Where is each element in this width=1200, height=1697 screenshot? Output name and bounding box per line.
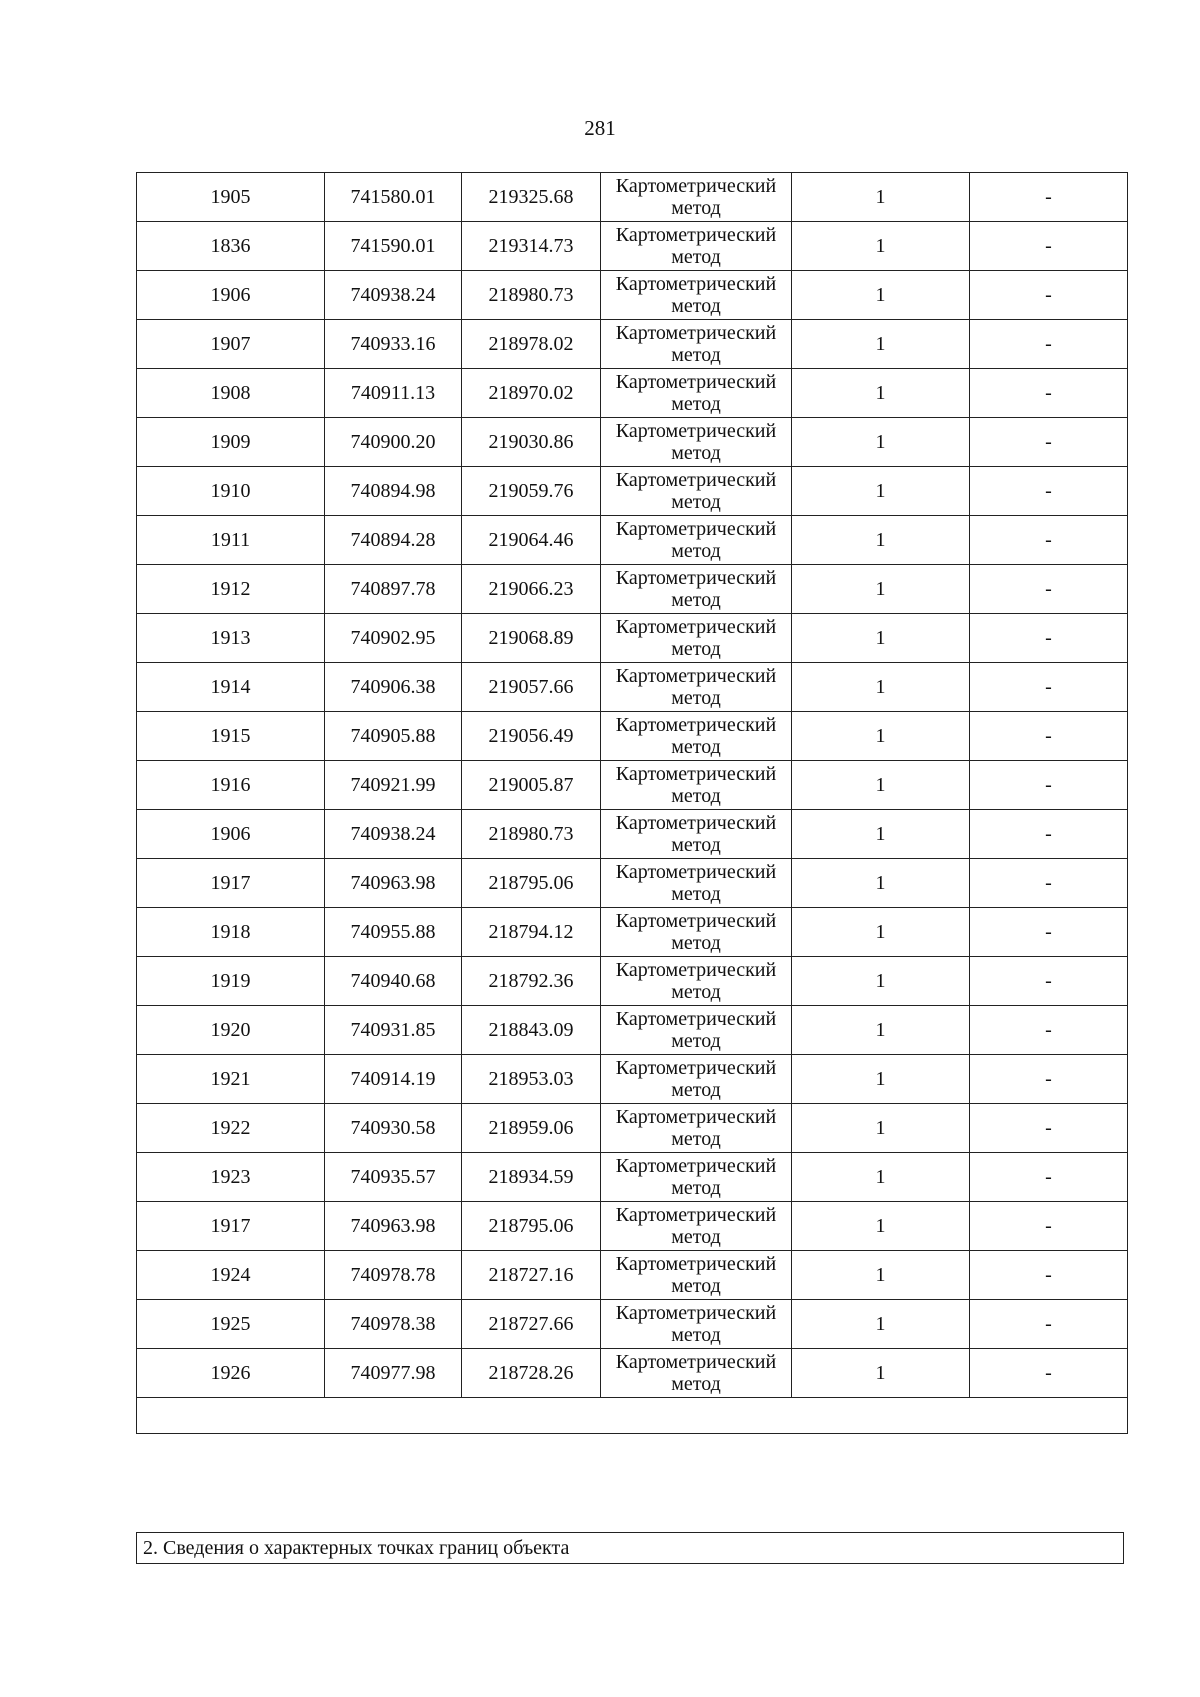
method-cell [601, 1300, 792, 1349]
y-coordinate-cell: 218728.26 [462, 1349, 601, 1398]
y-coordinate-cell: 218978.02 [462, 320, 601, 369]
y-coordinate-cell: 218980.73 [462, 810, 601, 859]
accuracy-cell: 1 [792, 1055, 970, 1104]
method-cell [601, 467, 792, 516]
note-cell: - [970, 1300, 1128, 1349]
point-number-cell: 1910 [137, 467, 325, 516]
note-cell: - [970, 1006, 1128, 1055]
method-line-1: Картометрический [615, 910, 777, 932]
note-cell: - [970, 418, 1128, 467]
point-number-cell: 1906 [137, 810, 325, 859]
method-line-1: Картометрический [615, 1302, 777, 1324]
method-cell [601, 614, 792, 663]
coordinates-table [136, 172, 1128, 1434]
empty-table-row [137, 1398, 1128, 1434]
x-coordinate-cell: 740905.88 [325, 712, 462, 761]
method-line-1: Картометрический [615, 1008, 777, 1030]
accuracy-cell: 1 [792, 1251, 970, 1300]
point-number-cell: 1907 [137, 320, 325, 369]
method-cell [601, 565, 792, 614]
x-coordinate-cell: 740897.78 [325, 565, 462, 614]
table-row [137, 320, 1128, 369]
accuracy-cell: 1 [792, 761, 970, 810]
method-line-2: метод [671, 1275, 721, 1297]
method-cell [601, 1006, 792, 1055]
point-number-cell: 1925 [137, 1300, 325, 1349]
y-coordinate-cell: 219066.23 [462, 565, 601, 614]
point-number-cell: 1905 [137, 173, 325, 222]
accuracy-cell: 1 [792, 320, 970, 369]
y-coordinate-cell: 219056.49 [462, 712, 601, 761]
note-cell: - [970, 1251, 1128, 1300]
note-cell: - [970, 614, 1128, 663]
y-coordinate-cell: 219064.46 [462, 516, 601, 565]
y-coordinate-cell: 218980.73 [462, 271, 601, 320]
method-line-1: Картометрический [615, 959, 777, 981]
y-coordinate-cell: 218727.16 [462, 1251, 601, 1300]
accuracy-cell: 1 [792, 1300, 970, 1349]
x-coordinate-cell: 740911.13 [325, 369, 462, 418]
x-coordinate-cell: 740978.38 [325, 1300, 462, 1349]
table-row [137, 467, 1128, 516]
table-row [137, 1104, 1128, 1153]
method-line-1: Картометрический [615, 567, 777, 589]
note-cell: - [970, 1202, 1128, 1251]
method-line-2: метод [671, 1079, 721, 1101]
accuracy-cell: 1 [792, 859, 970, 908]
table-row [137, 908, 1128, 957]
y-coordinate-cell: 219068.89 [462, 614, 601, 663]
accuracy-cell: 1 [792, 1202, 970, 1251]
accuracy-cell: 1 [792, 957, 970, 1006]
method-cell [601, 271, 792, 320]
note-cell: - [970, 957, 1128, 1006]
x-coordinate-cell: 740894.98 [325, 467, 462, 516]
point-number-cell: 1913 [137, 614, 325, 663]
method-cell [601, 418, 792, 467]
method-cell [601, 663, 792, 712]
accuracy-cell: 1 [792, 1349, 970, 1398]
note-cell: - [970, 1349, 1128, 1398]
method-line-2: метод [671, 932, 721, 954]
table-row [137, 1251, 1128, 1300]
note-cell: - [970, 908, 1128, 957]
y-coordinate-cell: 219005.87 [462, 761, 601, 810]
note-cell: - [970, 1153, 1128, 1202]
method-line-2: метод [671, 197, 721, 219]
x-coordinate-cell: 740935.57 [325, 1153, 462, 1202]
method-cell [601, 516, 792, 565]
y-coordinate-cell: 218795.06 [462, 859, 601, 908]
table-row [137, 712, 1128, 761]
method-cell [601, 320, 792, 369]
table-row [137, 565, 1128, 614]
x-coordinate-cell: 740938.24 [325, 271, 462, 320]
method-line-1: Картометрический [615, 714, 777, 736]
accuracy-cell: 1 [792, 271, 970, 320]
method-cell [601, 1349, 792, 1398]
point-number-cell: 1917 [137, 859, 325, 908]
method-line-2: метод [671, 491, 721, 513]
method-line-1: Картометрический [615, 518, 777, 540]
x-coordinate-cell: 741580.01 [325, 173, 462, 222]
method-line-2: метод [671, 295, 721, 317]
method-line-2: метод [671, 638, 721, 660]
x-coordinate-cell: 740938.24 [325, 810, 462, 859]
point-number-cell: 1926 [137, 1349, 325, 1398]
accuracy-cell: 1 [792, 516, 970, 565]
point-number-cell: 1918 [137, 908, 325, 957]
table-row [137, 516, 1128, 565]
note-cell: - [970, 810, 1128, 859]
table-row [137, 418, 1128, 467]
table-body [137, 173, 1128, 1434]
method-cell [601, 173, 792, 222]
note-cell: - [970, 1055, 1128, 1104]
method-line-1: Картометрический [615, 763, 777, 785]
method-line-1: Картометрический [615, 861, 777, 883]
method-cell [601, 761, 792, 810]
x-coordinate-cell: 740914.19 [325, 1055, 462, 1104]
method-line-1: Картометрический [615, 616, 777, 638]
table-row [137, 1153, 1128, 1202]
empty-cell [137, 1398, 1128, 1434]
x-coordinate-cell: 740955.88 [325, 908, 462, 957]
point-number-cell: 1912 [137, 565, 325, 614]
method-cell [601, 369, 792, 418]
method-line-2: метод [671, 1177, 721, 1199]
accuracy-cell: 1 [792, 369, 970, 418]
method-cell [601, 1202, 792, 1251]
method-line-2: метод [671, 540, 721, 562]
accuracy-cell: 1 [792, 467, 970, 516]
method-line-1: Картометрический [615, 175, 777, 197]
method-line-2: метод [671, 246, 721, 268]
x-coordinate-cell: 740963.98 [325, 859, 462, 908]
accuracy-cell: 1 [792, 222, 970, 271]
accuracy-cell: 1 [792, 663, 970, 712]
accuracy-cell: 1 [792, 1153, 970, 1202]
point-number-cell: 1916 [137, 761, 325, 810]
note-cell: - [970, 1104, 1128, 1153]
method-cell [601, 1055, 792, 1104]
note-cell: - [970, 761, 1128, 810]
method-line-1: Картометрический [615, 1351, 777, 1373]
note-cell: - [970, 369, 1128, 418]
method-line-1: Картометрический [615, 1106, 777, 1128]
method-line-2: метод [671, 1030, 721, 1052]
accuracy-cell: 1 [792, 1104, 970, 1153]
accuracy-cell: 1 [792, 712, 970, 761]
point-number-cell: 1924 [137, 1251, 325, 1300]
y-coordinate-cell: 218843.09 [462, 1006, 601, 1055]
method-line-2: метод [671, 981, 721, 1003]
table-row [137, 1006, 1128, 1055]
table-row [137, 957, 1128, 1006]
method-line-1: Картометрический [615, 665, 777, 687]
table-row [137, 222, 1128, 271]
x-coordinate-cell: 740940.68 [325, 957, 462, 1006]
method-line-2: метод [671, 344, 721, 366]
table-row [137, 663, 1128, 712]
x-coordinate-cell: 740902.95 [325, 614, 462, 663]
y-coordinate-cell: 218795.06 [462, 1202, 601, 1251]
note-cell: - [970, 859, 1128, 908]
accuracy-cell: 1 [792, 810, 970, 859]
method-line-1: Картометрический [615, 322, 777, 344]
method-line-1: Картометрический [615, 1204, 777, 1226]
y-coordinate-cell: 218727.66 [462, 1300, 601, 1349]
method-cell [601, 810, 792, 859]
y-coordinate-cell: 219325.68 [462, 173, 601, 222]
table-row [137, 173, 1128, 222]
y-coordinate-cell: 219030.86 [462, 418, 601, 467]
method-line-2: метод [671, 834, 721, 856]
accuracy-cell: 1 [792, 908, 970, 957]
table-row [137, 761, 1128, 810]
table-row [137, 1055, 1128, 1104]
method-line-1: Картометрический [615, 273, 777, 295]
y-coordinate-cell: 219314.73 [462, 222, 601, 271]
method-line-2: метод [671, 785, 721, 807]
x-coordinate-cell: 740894.28 [325, 516, 462, 565]
table-row [137, 1349, 1128, 1398]
point-number-cell: 1920 [137, 1006, 325, 1055]
point-number-cell: 1921 [137, 1055, 325, 1104]
x-coordinate-cell: 740977.98 [325, 1349, 462, 1398]
note-cell: - [970, 663, 1128, 712]
y-coordinate-cell: 218953.03 [462, 1055, 601, 1104]
point-number-cell: 1908 [137, 369, 325, 418]
method-cell [601, 712, 792, 761]
note-cell: - [970, 320, 1128, 369]
y-coordinate-cell: 219057.66 [462, 663, 601, 712]
method-line-1: Картометрический [615, 469, 777, 491]
note-cell: - [970, 173, 1128, 222]
x-coordinate-cell: 740906.38 [325, 663, 462, 712]
method-line-2: метод [671, 1373, 721, 1395]
accuracy-cell: 1 [792, 418, 970, 467]
point-number-cell: 1915 [137, 712, 325, 761]
section-heading: 2. Сведения о характерных точках границ объекта [136, 1532, 1124, 1564]
y-coordinate-cell: 218934.59 [462, 1153, 601, 1202]
y-coordinate-cell: 218792.36 [462, 957, 601, 1006]
x-coordinate-cell: 740931.85 [325, 1006, 462, 1055]
point-number-cell: 1919 [137, 957, 325, 1006]
method-line-1: Картометрический [615, 1253, 777, 1275]
point-number-cell: 1923 [137, 1153, 325, 1202]
method-line-1: Картометрический [615, 1155, 777, 1177]
note-cell: - [970, 516, 1128, 565]
page-number: 281 [584, 116, 616, 140]
method-line-2: метод [671, 1226, 721, 1248]
method-line-2: метод [671, 736, 721, 758]
accuracy-cell: 1 [792, 614, 970, 663]
note-cell: - [970, 712, 1128, 761]
method-line-2: метод [671, 393, 721, 415]
x-coordinate-cell: 740933.16 [325, 320, 462, 369]
method-cell [601, 1104, 792, 1153]
method-cell [601, 908, 792, 957]
method-cell [601, 1153, 792, 1202]
table-row [137, 810, 1128, 859]
table-row [137, 271, 1128, 320]
note-cell: - [970, 565, 1128, 614]
method-cell [601, 957, 792, 1006]
point-number-cell: 1922 [137, 1104, 325, 1153]
table-row [137, 369, 1128, 418]
accuracy-cell: 1 [792, 565, 970, 614]
table-row [137, 1202, 1128, 1251]
method-line-2: метод [671, 1324, 721, 1346]
x-coordinate-cell: 740921.99 [325, 761, 462, 810]
y-coordinate-cell: 218794.12 [462, 908, 601, 957]
table-row [137, 1300, 1128, 1349]
note-cell: - [970, 467, 1128, 516]
point-number-cell: 1917 [137, 1202, 325, 1251]
accuracy-cell: 1 [792, 1006, 970, 1055]
x-coordinate-cell: 740978.78 [325, 1251, 462, 1300]
note-cell: - [970, 271, 1128, 320]
method-cell [601, 222, 792, 271]
table-row [137, 859, 1128, 908]
method-line-2: метод [671, 883, 721, 905]
method-line-2: метод [671, 442, 721, 464]
x-coordinate-cell: 741590.01 [325, 222, 462, 271]
method-line-1: Картометрический [615, 224, 777, 246]
point-number-cell: 1914 [137, 663, 325, 712]
method-cell [601, 859, 792, 908]
point-number-cell: 1911 [137, 516, 325, 565]
x-coordinate-cell: 740963.98 [325, 1202, 462, 1251]
method-line-2: метод [671, 687, 721, 709]
x-coordinate-cell: 740900.20 [325, 418, 462, 467]
method-line-2: метод [671, 589, 721, 611]
method-line-1: Картометрический [615, 420, 777, 442]
method-line-1: Картометрический [615, 371, 777, 393]
y-coordinate-cell: 219059.76 [462, 467, 601, 516]
method-line-1: Картометрический [615, 812, 777, 834]
method-line-1: Картометрический [615, 1057, 777, 1079]
accuracy-cell: 1 [792, 173, 970, 222]
point-number-cell: 1909 [137, 418, 325, 467]
x-coordinate-cell: 740930.58 [325, 1104, 462, 1153]
point-number-cell: 1906 [137, 271, 325, 320]
method-line-2: метод [671, 1128, 721, 1150]
y-coordinate-cell: 218970.02 [462, 369, 601, 418]
table-row [137, 614, 1128, 663]
y-coordinate-cell: 218959.06 [462, 1104, 601, 1153]
method-cell [601, 1251, 792, 1300]
point-number-cell: 1836 [137, 222, 325, 271]
note-cell: - [970, 222, 1128, 271]
